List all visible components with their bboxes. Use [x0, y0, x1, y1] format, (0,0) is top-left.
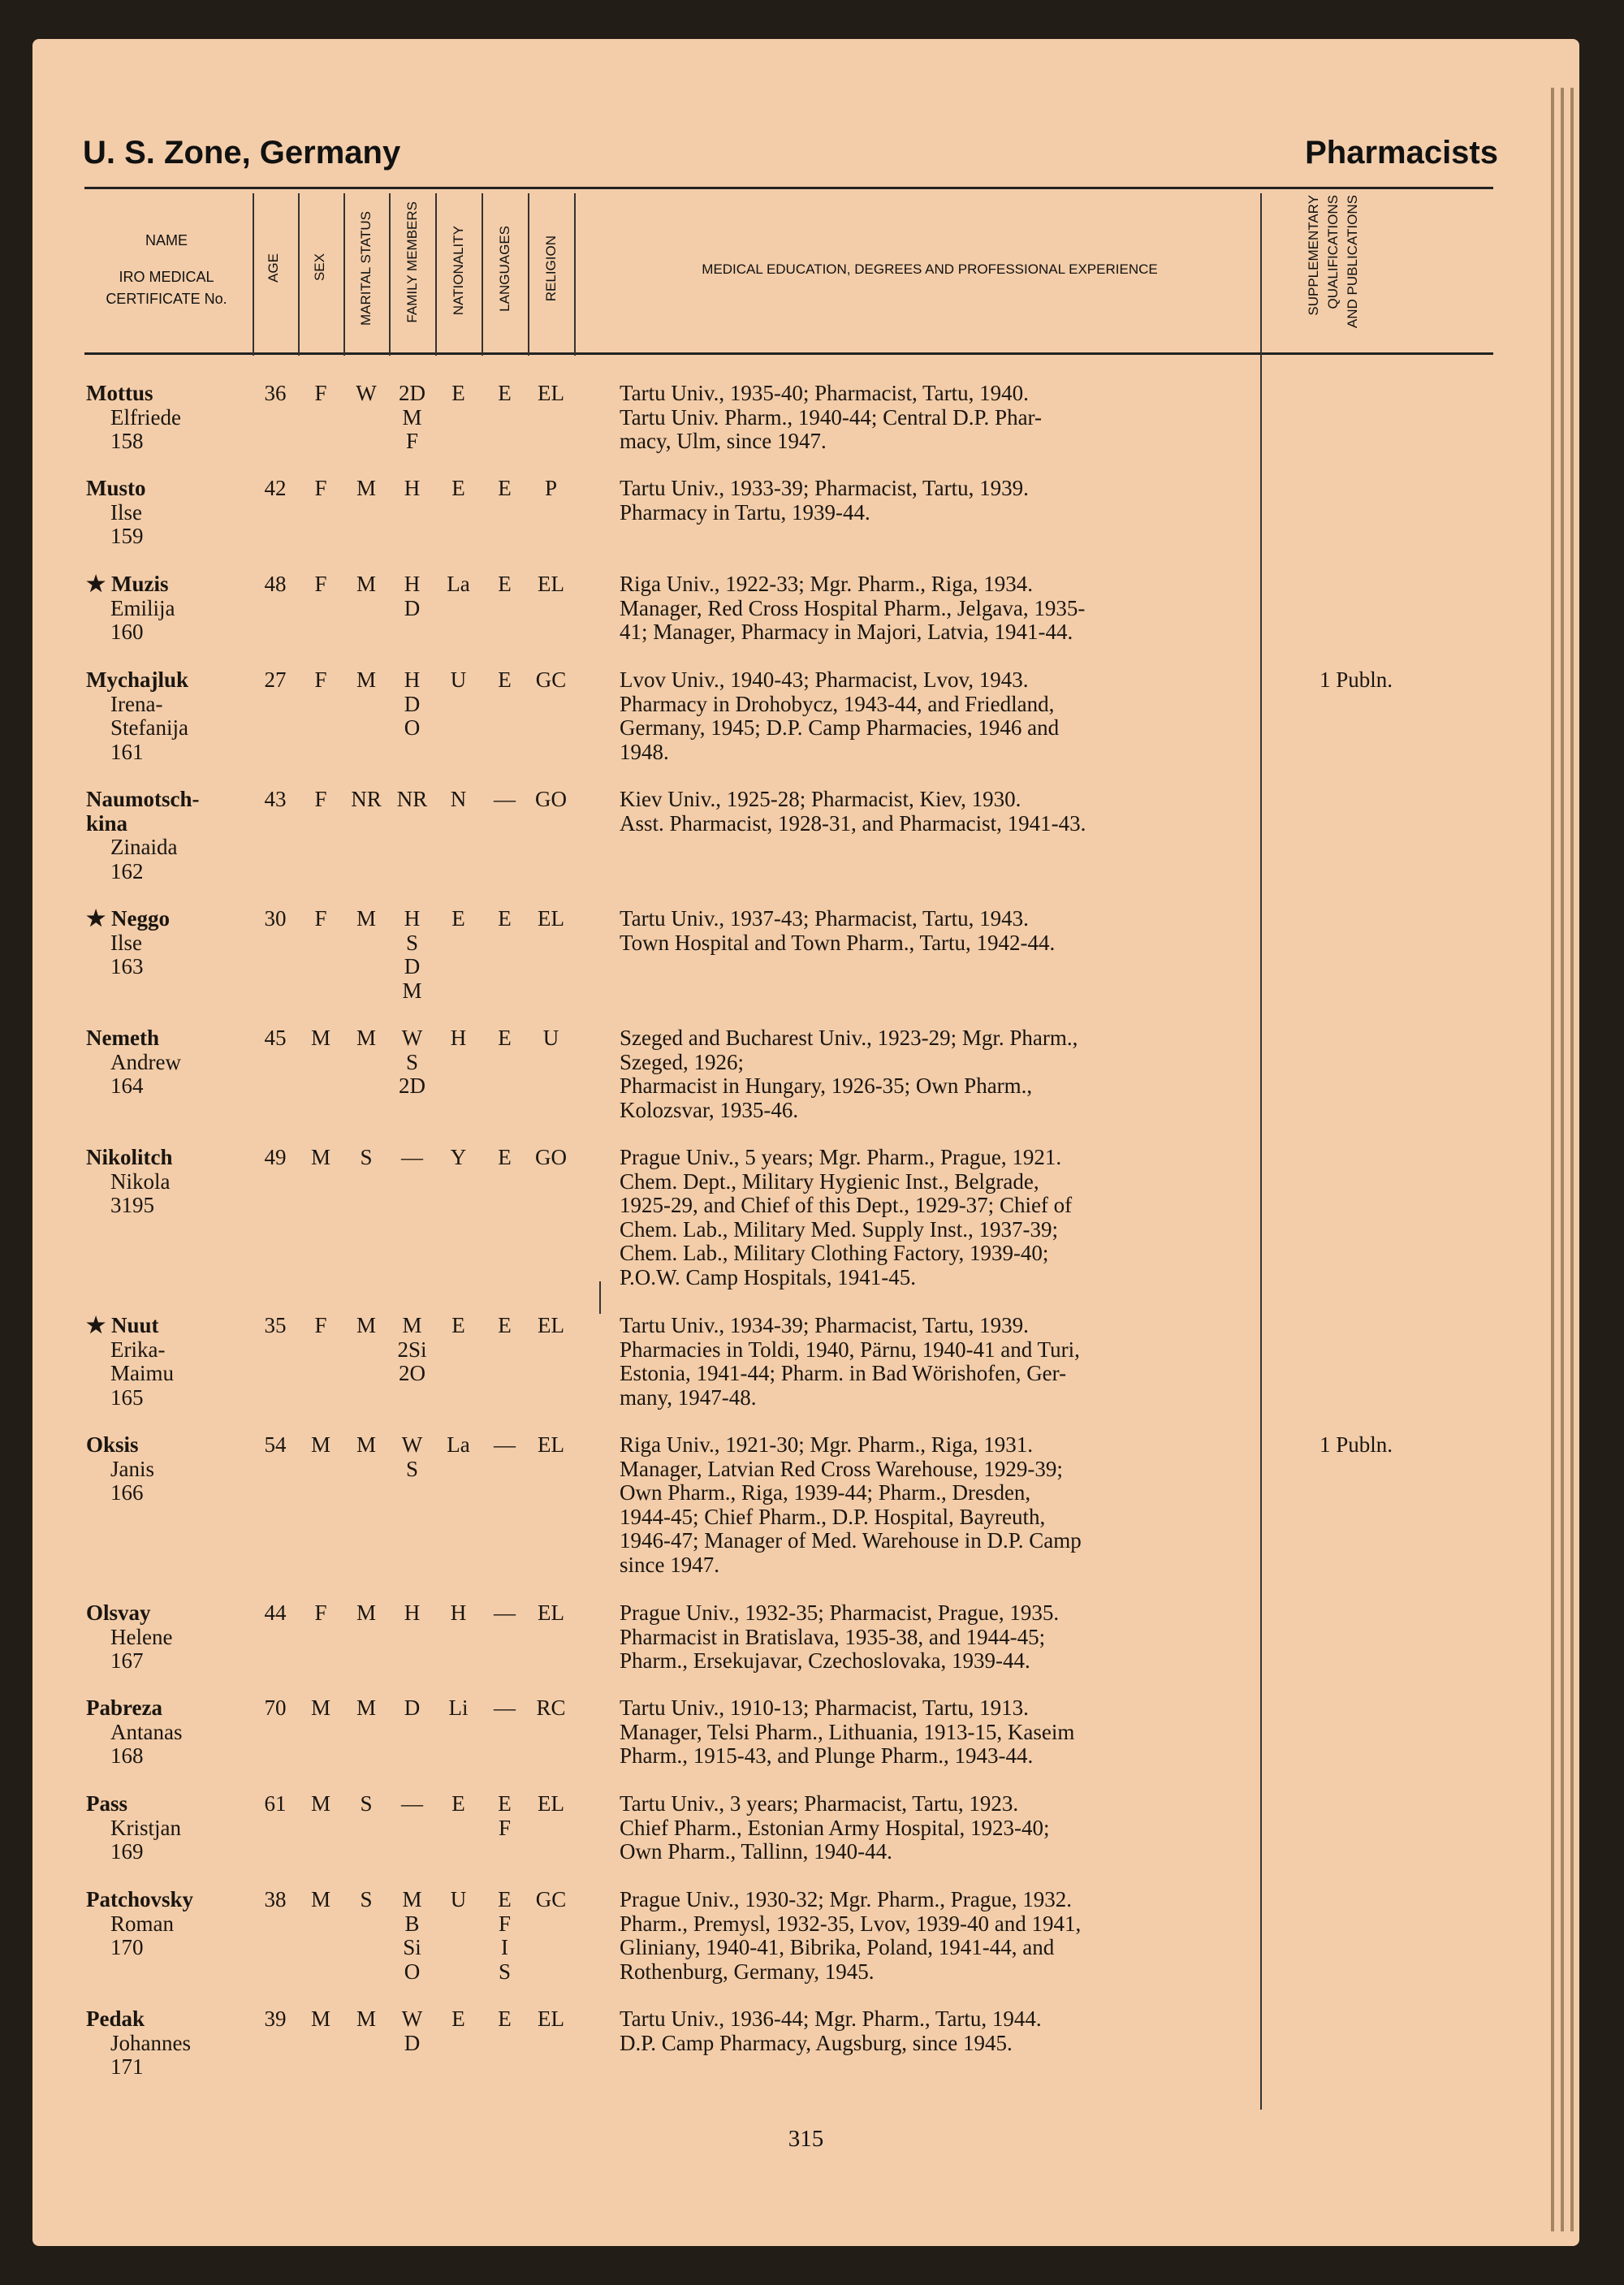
supplementary-cell: 1 Publn.: [1319, 1432, 1393, 1457]
family-cell: D: [404, 1695, 421, 1720]
given-name: Zinaida: [110, 835, 178, 859]
section-title: Pharmacists: [1305, 135, 1498, 171]
experience-line: Tartu Univ., 3 years; Pharmacist, Tartu, 1923.: [620, 1791, 1019, 1816]
experience-line: Chem. Lab., Military Med. Supply Inst., 1937-39;: [620, 1216, 1058, 1242]
experience-line: Pharm., 1915-43, and Plunge Pharm., 1943-44.: [620, 1743, 1034, 1768]
surname: Mychajluk: [86, 667, 189, 692]
religion-cell: EL: [538, 2006, 564, 2031]
experience-line: Kiev Univ., 1925-28; Pharmacist, Kiev, 1930.: [620, 787, 1021, 811]
marital-cell: M: [356, 1313, 376, 1337]
experience-cell: [620, 477, 1287, 525]
experience-cell: [620, 1601, 1287, 1674]
name-cell: [86, 668, 273, 764]
religion-cell: EL: [538, 1432, 564, 1457]
experience-line: Manager, Telsi Pharm., Lithuania, 1913-15, Kaseim: [620, 1719, 1075, 1744]
languages-cell: E F I S: [498, 1887, 512, 1984]
supplementary-column-header: AND PUBLICATIONS: [1345, 195, 1360, 329]
name-cell: [86, 1888, 273, 1960]
name-cell: [86, 1792, 273, 1864]
column-divider: [482, 193, 483, 356]
nationality-cell: H: [450, 1026, 467, 1050]
certificate-number: 161: [110, 739, 144, 764]
experience-line: 41; Manager, Pharmacy in Majori, Latvia, 1941-44.: [620, 620, 1073, 644]
name-cell: [86, 572, 273, 645]
marital-cell: M: [356, 572, 376, 596]
supplementary-cell: 1 Publn.: [1319, 667, 1393, 692]
certificate-number: 171: [110, 2054, 144, 2079]
experience-line: Pharmacy in Tartu, 1939-44.: [620, 499, 870, 525]
experience-line: Tartu Univ., 1937-43; Pharmacist, Tartu, 1943.: [620, 906, 1029, 931]
nationality-cell: E: [451, 1791, 465, 1816]
experience-line: Pharmacist in Hungary, 1926-35; Own Pharm.,: [620, 1073, 1033, 1098]
nationality-cell: H: [450, 1600, 467, 1625]
sex-cell: F: [314, 787, 327, 811]
column-divider: [574, 193, 576, 356]
age-cell: 27: [264, 667, 287, 692]
experience-line: Pharmacy in Drohobycz, 1943-44, and Friedland,: [620, 691, 1055, 716]
sex-cell: M: [310, 1026, 330, 1050]
experience-line: 1925-29, and Chief of this Dept., 1929-37; Chief of: [620, 1193, 1073, 1217]
experience-line: Szeged and Bucharest Univ., 1923-29; Mgr. Pharm.,: [620, 1026, 1078, 1050]
experience-line: Own Pharm., Tallinn, 1940-44.: [620, 1839, 892, 1864]
sex-cell: F: [314, 1600, 327, 1625]
marital-cell: S: [360, 1145, 373, 1169]
nationality-cell: U: [450, 667, 467, 692]
nationality-cell: U: [450, 1887, 467, 1911]
given-name: Ilse: [110, 499, 142, 525]
family-cell: M 2Si 2O: [397, 1313, 427, 1385]
family-cell: 2D M F: [399, 381, 425, 453]
name-cell: [86, 1433, 273, 1505]
languages-cell: E: [498, 1026, 512, 1050]
age-cell: 70: [264, 1695, 287, 1720]
age-cell: 48: [264, 572, 287, 596]
experience-cell: [620, 1792, 1287, 1864]
family-cell: W D: [401, 2006, 423, 2055]
family-cell: —: [401, 1145, 423, 1169]
religion-cell: GC: [535, 667, 567, 692]
name-cell: [86, 1601, 273, 1674]
sex-cell: M: [310, 1145, 330, 1169]
given-name: Erika- Maimu: [110, 1337, 174, 1385]
languages-cell: —: [494, 1695, 516, 1720]
column-divider: [599, 1281, 601, 1314]
sex-cell: F: [314, 572, 327, 596]
given-name: Helene: [110, 1624, 173, 1649]
given-name: Kristjan: [110, 1815, 181, 1840]
marital-cell: NR: [351, 787, 382, 811]
nationality-cell: E: [451, 1313, 465, 1337]
religion-cell: GC: [535, 1887, 567, 1911]
languages-cell: E: [498, 2006, 512, 2031]
name-cell: [86, 382, 273, 454]
religion-cell: EL: [538, 906, 564, 931]
sex-column-header: SEX: [312, 253, 327, 282]
name-cell: [86, 477, 273, 549]
experience-line: Tartu Univ., 1934-39; Pharmacist, Tartu, 1939.: [620, 1313, 1029, 1337]
marital-cell: M: [356, 1026, 376, 1050]
marital-cell: M: [356, 2006, 376, 2031]
age-cell: 44: [264, 1600, 287, 1625]
experience-line: Gliniany, 1940-41, Bibrika, Poland, 1941-44, and: [620, 1935, 1055, 1959]
languages-cell: —: [494, 1432, 516, 1457]
page-number: 315: [788, 2126, 824, 2152]
experience-cell: [620, 1696, 1287, 1769]
certificate-number: 164: [110, 1073, 144, 1098]
marital-cell: M: [356, 1695, 376, 1720]
nationality-cell: E: [451, 906, 465, 931]
family-cell: W S 2D: [399, 1026, 425, 1098]
experience-line: P.O.W. Camp Hospitals, 1941-45.: [620, 1264, 917, 1289]
experience-cell: [620, 1314, 1287, 1410]
nationality-cell: E: [451, 476, 465, 500]
age-cell: 42: [264, 476, 287, 500]
surname: Musto: [86, 476, 146, 500]
certificate-number: 168: [110, 1743, 144, 1768]
education-column-header: MEDICAL EDUCATION, DEGREES AND PROFESSIONAL EXPERIENCE: [702, 261, 1158, 277]
given-name: Roman: [110, 1911, 174, 1936]
given-name: Johannes: [110, 2030, 191, 2055]
experience-cell: [620, 572, 1287, 645]
age-cell: 39: [264, 2006, 287, 2031]
religion-cell: P: [544, 476, 558, 500]
religion-cell: EL: [538, 1313, 564, 1337]
supplementary-column-header: QUALIFICATIONS: [1325, 195, 1341, 309]
experience-line: Tartu Univ., 1935-40; Pharmacist, Tartu, 1940.: [620, 381, 1029, 405]
certificate-number: 160: [110, 620, 144, 644]
experience-line: D.P. Camp Pharmacy, Augsburg, since 1945.: [620, 2030, 1013, 2055]
experience-line: Tartu Univ. Pharm., 1940-44; Central D.P. Phar-: [620, 404, 1043, 430]
marital-cell: S: [360, 1791, 373, 1816]
name-cell: [86, 2007, 273, 2080]
sex-cell: M: [310, 1432, 330, 1457]
experience-line: Riga Univ., 1921-30; Mgr. Pharm., Riga, 1931.: [620, 1432, 1033, 1457]
religion-cell: RC: [536, 1695, 566, 1720]
experience-cell: [620, 907, 1287, 955]
experience-line: Lvov Univ., 1940-43; Pharmacist, Lvov, 1943.: [620, 667, 1029, 692]
religion-cell: EL: [538, 1791, 564, 1816]
column-divider: [528, 193, 529, 356]
name-cell: [86, 788, 273, 883]
languages-cell: E: [498, 572, 512, 596]
column-divider: [298, 193, 300, 356]
surname: Olsvay: [86, 1600, 151, 1625]
experience-cell: [620, 1433, 1287, 1577]
experience-line: 1946-47; Manager of Med. Warehouse in D.P. Camp: [620, 1528, 1082, 1553]
certificate-number: 159: [110, 524, 144, 548]
page-edge: [1561, 88, 1564, 2231]
languages-cell: —: [494, 787, 516, 811]
experience-line: Tartu Univ., 1933-39; Pharmacist, Tartu, 1939.: [620, 476, 1029, 500]
family-cell: H D O: [404, 667, 421, 740]
nationality-cell: La: [447, 1432, 470, 1457]
age-cell: 35: [264, 1313, 287, 1337]
surname: Patchovsky: [86, 1887, 194, 1911]
nationality-cell: Li: [448, 1695, 469, 1720]
sex-cell: M: [310, 1887, 330, 1911]
experience-line: Own Pharm., Riga, 1939-44; Pharm., Dresden,: [620, 1480, 1031, 1505]
nationality-cell: E: [451, 2006, 465, 2031]
column-divider: [253, 193, 254, 356]
experience-line: Estonia, 1941-44; Pharm. in Bad Wörishofen, Ger-: [620, 1361, 1067, 1385]
marital-cell: M: [356, 1432, 376, 1457]
experience-line: Asst. Pharmacist, 1928-31, and Pharmacist, 1941-43.: [620, 810, 1086, 836]
languages-cell: E: [498, 667, 512, 692]
experience-line: macy, Ulm, since 1947.: [620, 429, 827, 453]
sex-cell: F: [314, 476, 327, 500]
experience-line: Chem. Dept., Military Hygienic Inst., Belgrade,: [620, 1168, 1039, 1194]
experience-cell: [620, 1026, 1287, 1122]
languages-cell: E F: [498, 1791, 512, 1840]
experience-line: Pharmacies in Toldi, 1940, Pärnu, 1940-41 and Turi,: [620, 1337, 1080, 1362]
name-cell: [86, 1314, 273, 1410]
languages-cell: E: [498, 476, 512, 500]
given-name: Andrew: [110, 1049, 181, 1074]
given-name: Emilija: [110, 595, 175, 620]
certificate-number: 167: [110, 1648, 144, 1673]
surname: Oksis: [86, 1432, 139, 1457]
religion-column-header: RELIGION: [543, 235, 559, 302]
experience-cell: [620, 2007, 1287, 2055]
marital-cell: W: [356, 381, 377, 405]
experience-line: Rothenburg, Germany, 1945.: [620, 1959, 875, 1984]
languages-column-header: LANGUAGES: [497, 226, 512, 312]
book-page: [32, 39, 1579, 2246]
page-edge: [1551, 88, 1554, 2231]
age-cell: 49: [264, 1145, 287, 1169]
given-name: Antanas: [110, 1719, 183, 1744]
certificate-number: 166: [110, 1480, 144, 1505]
family-cell: H D: [404, 572, 421, 620]
experience-line: Pharm., Ersekujavar, Czechoslovaka, 1939-44.: [620, 1648, 1030, 1673]
age-cell: 43: [264, 787, 287, 811]
experience-cell: [620, 1888, 1287, 1984]
family-members-column-header: FAMILY MEMBERS: [404, 201, 420, 323]
experience-line: Town Hospital and Town Pharm., Tartu, 1942-44.: [620, 930, 1056, 955]
supplementary-column-header: SUPPLEMENTARY: [1306, 195, 1321, 316]
surname: Pedak: [86, 2006, 145, 2031]
marital-cell: M: [356, 476, 376, 500]
experience-line: 1948.: [620, 739, 669, 764]
nationality-cell: E: [451, 381, 465, 405]
experience-line: Riga Univ., 1922-33; Mgr. Pharm., Riga, 1934.: [620, 572, 1033, 596]
nationality-cell: Y: [450, 1145, 467, 1169]
column-divider: [389, 193, 391, 356]
certificate-number: 3195: [110, 1193, 154, 1217]
experience-line: Manager, Red Cross Hospital Pharm., Jelgava, 1935-: [620, 595, 1086, 620]
certificate-number: 165: [110, 1384, 144, 1410]
languages-cell: E: [498, 1145, 512, 1169]
certificate-number: 158: [110, 429, 144, 453]
experience-cell: [620, 668, 1287, 764]
given-name: Janis: [110, 1456, 154, 1481]
surname: ★ Muzis: [86, 572, 169, 596]
given-name: Ilse: [110, 930, 142, 955]
experience-cell: [620, 382, 1287, 454]
surname: Nemeth: [86, 1026, 159, 1050]
experience-cell: [620, 1146, 1287, 1289]
name-cell: [86, 1146, 273, 1218]
experience-line: Manager, Latvian Red Cross Warehouse, 1929-39;: [620, 1456, 1063, 1481]
header-bottom-rule: [84, 352, 1493, 355]
experience-line: Szeged, 1926;: [620, 1049, 744, 1074]
sex-cell: M: [310, 1791, 330, 1816]
marital-cell: S: [360, 1887, 373, 1911]
certificate-number: 170: [110, 1935, 144, 1959]
experience-line: Pharm., Premysl, 1932-35, Lvov, 1939-40 and 1941,: [620, 1911, 1082, 1936]
age-column-header: AGE: [266, 253, 281, 283]
languages-cell: —: [494, 1600, 516, 1625]
sex-cell: F: [314, 667, 327, 692]
surname: ★ Nuut: [86, 1313, 159, 1337]
name-cell: [86, 1696, 273, 1769]
column-divider: [343, 193, 345, 356]
surname: Naumotsch- kina: [86, 787, 200, 836]
certificate-number: 162: [110, 858, 144, 883]
surname: ★ Neggo: [86, 906, 170, 931]
surname: Pabreza: [86, 1695, 162, 1720]
name-column-header: NAME IRO MEDICAL CERTIFICATE No.: [106, 232, 227, 307]
age-cell: 45: [264, 1026, 287, 1050]
experience-line: Chem. Lab., Military Clothing Factory, 1939-40;: [620, 1241, 1049, 1265]
family-cell: H: [404, 1600, 421, 1625]
name-cell: [86, 907, 273, 979]
sex-cell: F: [314, 381, 327, 405]
religion-cell: EL: [538, 381, 564, 405]
family-cell: NR: [396, 787, 428, 811]
zone-title: U. S. Zone, Germany: [83, 135, 401, 171]
experience-line: Prague Univ., 1932-35; Pharmacist, Prague, 1935.: [620, 1600, 1060, 1625]
surname: Nikolitch: [86, 1145, 173, 1169]
marital-cell: M: [356, 1600, 376, 1625]
experience-line: Prague Univ., 1930-32; Mgr. Pharm., Prague, 1932.: [620, 1887, 1072, 1911]
page-edge: [1570, 88, 1574, 2231]
given-name: Elfriede: [110, 404, 181, 430]
experience-cell: [620, 788, 1287, 836]
nationality-cell: N: [450, 787, 467, 811]
sex-cell: M: [310, 2006, 330, 2031]
religion-cell: GO: [535, 1145, 567, 1169]
marital-status-column-header: MARITAL STATUS: [358, 211, 374, 326]
marital-cell: M: [356, 667, 376, 692]
experience-line: many, 1947-48.: [620, 1384, 757, 1410]
languages-cell: E: [498, 381, 512, 405]
name-cell: [86, 1026, 273, 1099]
languages-cell: E: [498, 1313, 512, 1337]
experience-line: Tartu Univ., 1910-13; Pharmacist, Tartu, 1913.: [620, 1695, 1029, 1720]
surname: Mottus: [86, 381, 153, 405]
experience-line: Prague Univ., 5 years; Mgr. Pharm., Prague, 1921.: [620, 1145, 1062, 1169]
experience-line: Germany, 1945; D.P. Camp Pharmacies, 1946 and: [620, 715, 1060, 740]
sex-cell: M: [310, 1695, 330, 1720]
surname: Pass: [86, 1791, 128, 1816]
family-cell: W S: [401, 1432, 423, 1481]
column-divider: [435, 193, 437, 356]
given-name: Irena- Stefanija: [110, 691, 188, 740]
experience-line: Chief Pharm., Estonian Army Hospital, 1923-40;: [620, 1815, 1050, 1840]
age-cell: 30: [264, 906, 287, 931]
certificate-number: 169: [110, 1839, 144, 1864]
certificate-number: 163: [110, 954, 144, 978]
family-cell: —: [401, 1791, 423, 1816]
sex-cell: F: [314, 906, 327, 931]
family-cell: M B Si O: [402, 1887, 422, 1984]
experience-line: Kolozsvar, 1935-46.: [620, 1097, 799, 1122]
religion-cell: U: [542, 1026, 559, 1050]
age-cell: 54: [264, 1432, 287, 1457]
nationality-column-header: NATIONALITY: [451, 226, 466, 316]
family-cell: H: [404, 476, 421, 500]
sex-cell: F: [314, 1313, 327, 1337]
experience-line: Pharmacist in Bratislava, 1935-38, and 1944-45;: [620, 1624, 1046, 1649]
marital-cell: M: [356, 906, 376, 931]
given-name: Nikola: [110, 1168, 171, 1194]
experience-line: Tartu Univ., 1936-44; Mgr. Pharm., Tartu, 1944.: [620, 2006, 1042, 2031]
nationality-cell: La: [447, 572, 470, 596]
family-cell: H S D M: [402, 906, 422, 1003]
religion-cell: EL: [538, 1600, 564, 1625]
experience-line: 1944-45; Chief Pharm., D.P. Hospital, Bayreuth,: [620, 1504, 1046, 1529]
age-cell: 61: [264, 1791, 287, 1816]
age-cell: 36: [264, 381, 287, 405]
religion-cell: EL: [538, 572, 564, 596]
languages-cell: E: [498, 906, 512, 931]
experience-line: since 1947.: [620, 1552, 719, 1577]
header-top-rule: [84, 187, 1493, 189]
religion-cell: GO: [535, 787, 567, 811]
age-cell: 38: [264, 1887, 287, 1911]
